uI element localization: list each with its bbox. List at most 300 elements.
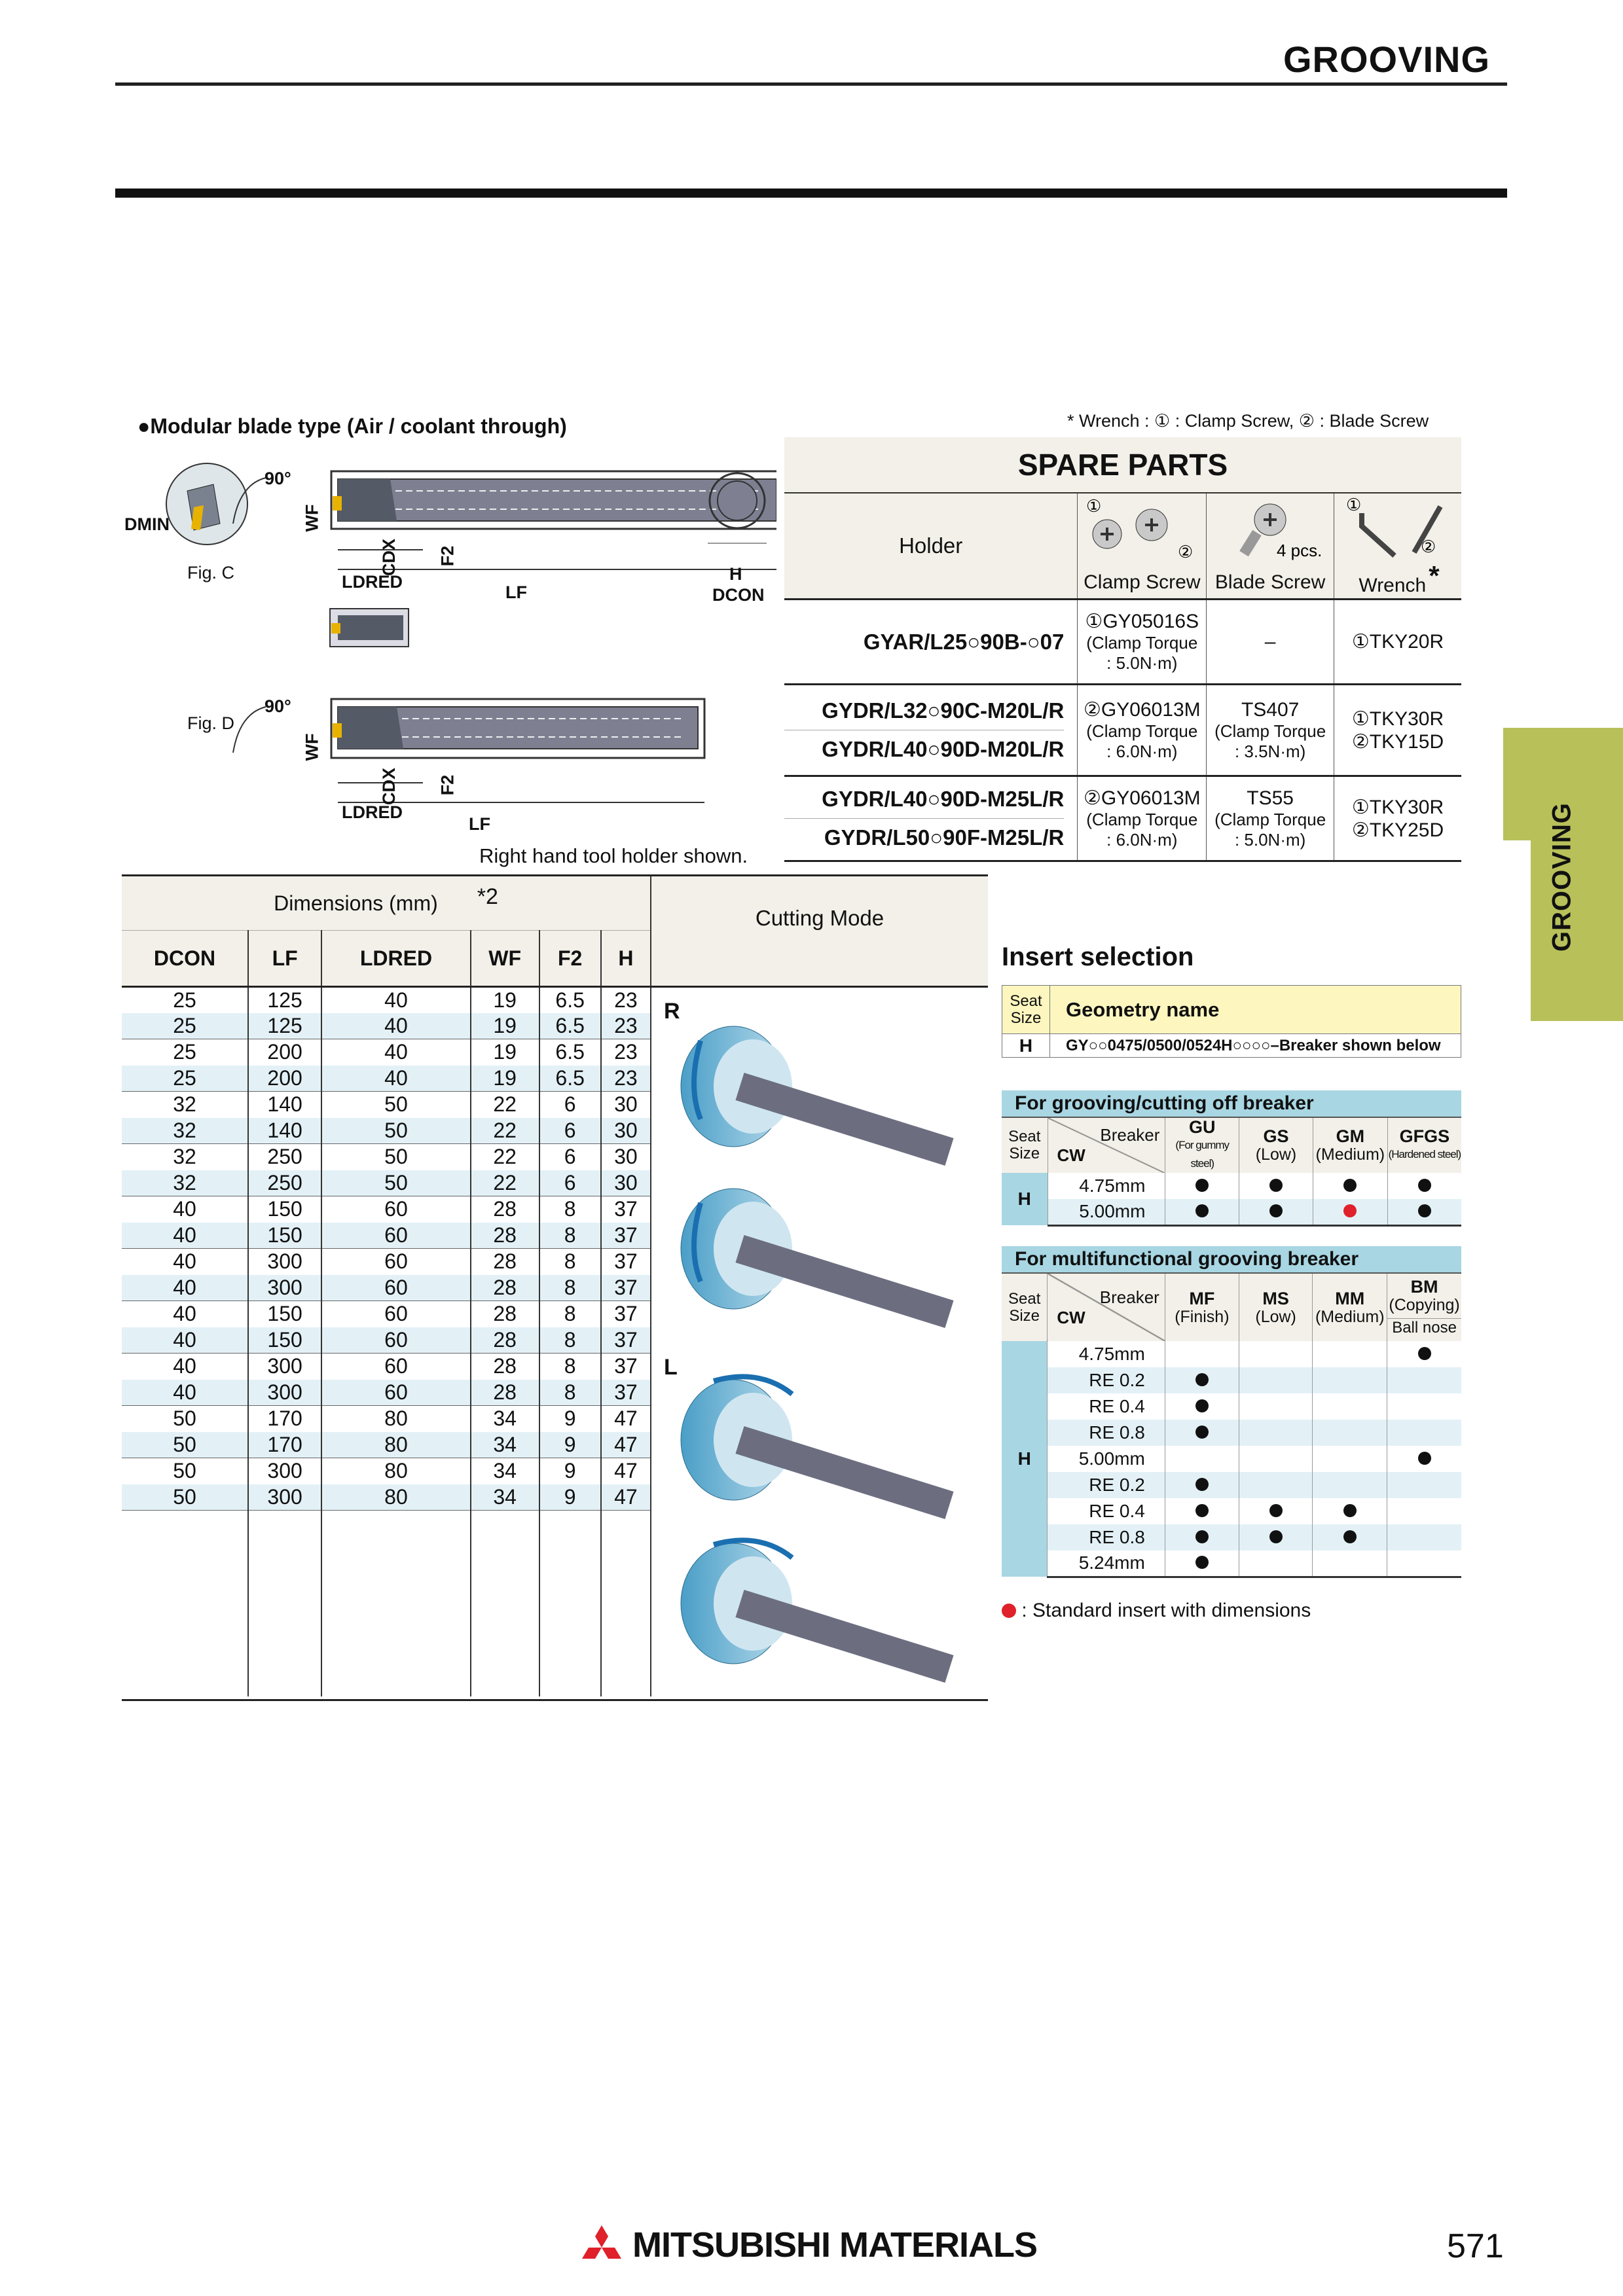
mark-cell: [1313, 1341, 1387, 1367]
black-dot-icon: [1195, 1179, 1209, 1192]
grooving-caption: For grooving/cutting off breaker: [1002, 1090, 1461, 1117]
cutting-mode-illustrations: [674, 1014, 982, 1695]
dim-cell: 25: [122, 1039, 248, 1066]
dim-cell: 25: [122, 1013, 248, 1039]
mark-cell: [1165, 1446, 1239, 1472]
breaker-row: [1002, 1446, 1461, 1472]
h-label: H: [729, 564, 742, 584]
dim-col-header: LF: [248, 931, 321, 987]
lf-label-c: LF: [505, 583, 527, 602]
dim-cell: 60: [321, 1301, 470, 1327]
breaker-row: [1002, 1420, 1461, 1446]
dim-cell: 40: [122, 1380, 248, 1406]
dim-cell: 22: [471, 1092, 539, 1118]
mark-cell: [1387, 1420, 1461, 1446]
mode-r-1: [681, 1026, 949, 1152]
side-tab-label: GROOVING: [1547, 802, 1577, 952]
dim-col-header: LDRED: [321, 931, 470, 987]
mitsubishi-logo-icon: [580, 2224, 623, 2261]
dim-cell: 80: [321, 1458, 470, 1484]
mark-cell: [1387, 1173, 1461, 1199]
dimensions-bottom-rule: [122, 1699, 988, 1701]
mark-cell: [1313, 1446, 1387, 1472]
dim-cell: 300: [248, 1380, 321, 1406]
dim-row: [122, 987, 988, 1013]
black-dot-icon: [1418, 1179, 1431, 1192]
dim-cell: 60: [321, 1354, 470, 1380]
dim-cell: 40: [321, 1013, 470, 1039]
breaker-row: [1002, 1472, 1461, 1498]
dim-cell: 250: [248, 1170, 321, 1196]
dim-cell: 9: [539, 1484, 601, 1511]
breaker-col-header: GM (Medium): [1313, 1117, 1387, 1173]
red-dot-icon: [1343, 1204, 1357, 1217]
dim-cell: 40: [122, 1327, 248, 1354]
f2-label-c: F2: [437, 545, 458, 567]
geometry-table: [1002, 985, 1461, 1058]
black-dot-icon: [1269, 1504, 1283, 1517]
dim-cell: 40: [321, 1039, 470, 1066]
cw-cell: RE 0.2: [1048, 1472, 1165, 1498]
dim-cell: 34: [471, 1406, 539, 1432]
legend: : Standard insert with dimensions: [1002, 1600, 1311, 1622]
dim-cell: 300: [248, 1484, 321, 1511]
col-clamp-screw: Clamp Screw: [1078, 567, 1207, 600]
dim-cell: 6.5: [539, 1066, 601, 1092]
mark-cell: [1313, 1367, 1387, 1393]
dim-cell: 34: [471, 1484, 539, 1511]
black-dot-icon: [1343, 1504, 1357, 1517]
dim-cell: 28: [471, 1380, 539, 1406]
black-dot-icon: [1195, 1530, 1209, 1543]
dim-cell: 8: [539, 1249, 601, 1275]
dim-cell: 32: [122, 1170, 248, 1196]
mark-cell: [1313, 1420, 1387, 1446]
breaker-col-header: GFGS (Hardened steel): [1388, 1126, 1461, 1160]
dim-cell: 37: [601, 1380, 651, 1406]
col-wrench: Wrench*: [1334, 567, 1461, 600]
fig-d-label: Fig. D: [187, 713, 235, 733]
seat-size-header: Seat Size: [1002, 1117, 1048, 1173]
mark-cell: [1313, 1199, 1387, 1225]
dim-cell: 28: [471, 1354, 539, 1380]
mark-cell: [1165, 1524, 1239, 1551]
dim-cell: 6: [539, 1144, 601, 1170]
dim-cell: 28: [471, 1327, 539, 1354]
breaker-col-header: BM (Copying) Ball nose: [1387, 1273, 1461, 1341]
top-view-drawing: [330, 609, 409, 647]
dim-cell: 37: [601, 1223, 651, 1249]
black-dot-icon: [1195, 1204, 1209, 1217]
fig-c-drawing: [166, 463, 776, 569]
dim-cell: 28: [471, 1249, 539, 1275]
fig-c-label: Fig. C: [187, 563, 235, 583]
geometry-value: GY○○0475/0500/0524H○○○○–Breaker shown below: [1050, 1034, 1461, 1058]
mark-cell: [1239, 1446, 1312, 1472]
spare-row: [784, 776, 1461, 861]
mark-cell: [1165, 1367, 1239, 1393]
dim-cell: 200: [248, 1066, 321, 1092]
dim-cell: 40: [122, 1196, 248, 1223]
dim-cell: 32: [122, 1144, 248, 1170]
dim-cell: 22: [471, 1118, 539, 1144]
blade-screw-icon: [1211, 493, 1329, 562]
dim-cell: 37: [601, 1275, 651, 1301]
dim-cell: 40: [122, 1301, 248, 1327]
angle-label-c: 90°: [264, 469, 291, 488]
geometry-name-header: Geometry name: [1050, 986, 1461, 1034]
dim-col-header: DCON: [122, 931, 248, 987]
mark-cell: [1165, 1341, 1239, 1367]
dim-cell: 60: [321, 1196, 470, 1223]
mark-cell: [1165, 1173, 1239, 1199]
dim-cell: 37: [601, 1196, 651, 1223]
svg-text:①: ①: [1086, 496, 1102, 516]
breaker-cw-header: Breaker CW: [1048, 1117, 1165, 1173]
svg-text:4 pcs.: 4 pcs.: [1277, 541, 1322, 560]
dim-cell: 40: [122, 1275, 248, 1301]
dim-cell: 23: [601, 1066, 651, 1092]
dim-cell: 40: [122, 1249, 248, 1275]
lf-label-d: LF: [469, 814, 490, 834]
svg-text:②: ②: [1421, 537, 1436, 556]
holder-name: GYAR/L25○90B-○07: [784, 600, 1078, 685]
black-dot-icon: [1343, 1179, 1357, 1192]
page-number: 571: [1447, 2227, 1504, 2265]
dim-cell: 170: [248, 1432, 321, 1458]
dim-cell: 50: [122, 1458, 248, 1484]
cdx-label-d: CDX: [379, 767, 399, 806]
dim-cell: 9: [539, 1432, 601, 1458]
dim-cell: 8: [539, 1327, 601, 1354]
cw-cell: RE 0.2: [1048, 1367, 1165, 1393]
dim-cell: 80: [321, 1432, 470, 1458]
dim-cell: 50: [321, 1170, 470, 1196]
dim-cell: 34: [471, 1458, 539, 1484]
dim-cell: 140: [248, 1092, 321, 1118]
dim-col-header: WF: [471, 931, 539, 987]
black-dot-icon: [1269, 1530, 1283, 1543]
dim-cell: 300: [248, 1458, 321, 1484]
mark-cell: [1387, 1498, 1461, 1524]
dim-cell: 37: [601, 1249, 651, 1275]
mode-l-1: [681, 1376, 949, 1505]
dim-col-header: F2: [539, 931, 601, 987]
wrench-icon-cell: [1334, 493, 1461, 567]
dim-cell: 50: [321, 1092, 470, 1118]
wrench-icon: [1336, 493, 1460, 562]
breaker-row: [1002, 1367, 1461, 1393]
dim-cell: 50: [321, 1118, 470, 1144]
dim-cell: 9: [539, 1458, 601, 1484]
dim-cell: 300: [248, 1354, 321, 1380]
mark-cell: [1165, 1199, 1239, 1225]
dim-cell: 6: [539, 1118, 601, 1144]
clamp-screw-cell: ①GY05016S (Clamp Torque : 5.0N·m): [1078, 600, 1207, 685]
mark-cell: [1313, 1524, 1387, 1551]
cutting-mode-header: Cutting Mode: [651, 876, 988, 987]
spare-row: [784, 685, 1461, 776]
dim-cell: 34: [471, 1432, 539, 1458]
cw-cell: 4.75mm: [1048, 1341, 1165, 1367]
mark-cell: [1239, 1420, 1312, 1446]
mode-r-label: R: [664, 999, 680, 1024]
cw-cell: 5.00mm: [1048, 1446, 1165, 1472]
mark-cell: [1239, 1472, 1312, 1498]
dim-cell: 6.5: [539, 1013, 601, 1039]
black-dot-icon: [1195, 1504, 1209, 1517]
mark-cell: [1387, 1199, 1461, 1225]
wf-label-d: WF: [302, 733, 322, 761]
clamp-screw-icon-cell: [1078, 493, 1207, 567]
dim-cell: 170: [248, 1406, 321, 1432]
breaker-row: [1002, 1341, 1461, 1367]
wf-label-c: WF: [302, 504, 322, 532]
dim-cell: 40: [321, 1066, 470, 1092]
mark-cell: [1313, 1173, 1387, 1199]
dim-cell: 8: [539, 1380, 601, 1406]
breaker-row: [1002, 1551, 1461, 1577]
svg-text:①: ①: [1346, 495, 1362, 514]
dim-cell: 23: [601, 1039, 651, 1066]
dim-cell: 23: [601, 987, 651, 1013]
cw-cell: RE 0.4: [1048, 1393, 1165, 1420]
wrench-cell: ①TKY30R ②TKY25D: [1334, 776, 1461, 861]
dimensions-title: Dimensions (mm) *2: [122, 876, 651, 931]
dim-cell: 50: [122, 1406, 248, 1432]
dim-cell: 6: [539, 1170, 601, 1196]
mark-cell: [1239, 1393, 1312, 1420]
cw-cell: 5.00mm: [1048, 1199, 1165, 1225]
mark-cell: [1387, 1551, 1461, 1577]
clamp-screw-cell: ②GY06013M (Clamp Torque : 6.0N·m): [1078, 776, 1207, 861]
dim-cell: 47: [601, 1484, 651, 1511]
mark-cell: [1387, 1393, 1461, 1420]
spare-row: [784, 600, 1461, 685]
dim-cell: 47: [601, 1458, 651, 1484]
black-dot-icon: [1418, 1347, 1431, 1360]
cw-cell: 4.75mm: [1048, 1173, 1165, 1199]
wrench-cell: ①TKY30R ②TKY15D: [1334, 685, 1461, 776]
dim-cell: 37: [601, 1301, 651, 1327]
dim-cell: 140: [248, 1118, 321, 1144]
breaker-row: [1002, 1173, 1461, 1199]
multi-caption: For multifunctional grooving breaker: [1002, 1246, 1461, 1273]
dim-cell: 80: [321, 1406, 470, 1432]
mark-cell: [1313, 1498, 1387, 1524]
dim-cell: 250: [248, 1144, 321, 1170]
breaker-row: [1002, 1199, 1461, 1225]
dim-cell: 125: [248, 1013, 321, 1039]
mark-cell: [1165, 1551, 1239, 1577]
dim-cell: 8: [539, 1196, 601, 1223]
mark-cell: [1239, 1341, 1312, 1367]
breaker-col-header: MM (Medium): [1313, 1273, 1387, 1341]
mark-cell: [1165, 1393, 1239, 1420]
insert-selection-title: Insert selection: [1002, 942, 1194, 971]
dim-cell: 200: [248, 1039, 321, 1066]
cdx-label-c: CDX: [379, 538, 399, 577]
breaker-col-header: GS (Low): [1239, 1117, 1313, 1173]
black-dot-icon: [1195, 1426, 1209, 1439]
mode-r-2: [681, 1189, 949, 1314]
blade-screw-cell: TS55 (Clamp Torque : 5.0N·m): [1207, 776, 1334, 861]
dim-cell: 6.5: [539, 1039, 601, 1066]
mark-cell: [1313, 1393, 1387, 1420]
dim-cell: 30: [601, 1144, 651, 1170]
dim-cell: 28: [471, 1301, 539, 1327]
dim-cell: 60: [321, 1275, 470, 1301]
seat-size-header: Seat Size: [1002, 986, 1050, 1034]
breaker-row: [1002, 1524, 1461, 1551]
dim-cell: 60: [321, 1223, 470, 1249]
breaker-cw-header: Breaker CW: [1048, 1273, 1165, 1341]
mark-cell: [1165, 1498, 1239, 1524]
breaker-row: [1002, 1393, 1461, 1420]
black-dot-icon: [1343, 1530, 1357, 1543]
dim-cell: 22: [471, 1144, 539, 1170]
wrench-note: * Wrench : ① : Clamp Screw, ② : Blade Screw: [1067, 411, 1429, 431]
dim-cell: 150: [248, 1196, 321, 1223]
dim-cell: 40: [122, 1223, 248, 1249]
mark-cell: [1239, 1524, 1312, 1551]
dim-cell: 150: [248, 1301, 321, 1327]
dim-cell: 150: [248, 1223, 321, 1249]
black-dot-icon: [1195, 1399, 1209, 1412]
black-dot-icon: [1195, 1556, 1209, 1569]
dim-cell: 28: [471, 1223, 539, 1249]
angle-label-d: 90°: [264, 696, 291, 716]
mark-cell: [1387, 1472, 1461, 1498]
blade-screw-cell: –: [1207, 600, 1334, 685]
mode-l-label: L: [664, 1355, 678, 1380]
dim-cell: 8: [539, 1301, 601, 1327]
mark-cell: [1239, 1551, 1312, 1577]
page-title: GROOVING: [1283, 39, 1491, 80]
red-dot-icon: [1002, 1604, 1016, 1618]
dim-cell: 300: [248, 1275, 321, 1301]
blade-screw-icon-cell: [1207, 493, 1334, 567]
ldred-label-d: LDRED: [342, 802, 403, 822]
dim-cell: 50: [122, 1432, 248, 1458]
dim-cell: 47: [601, 1432, 651, 1458]
header-rule: [115, 82, 1507, 86]
dim-cell: 30: [601, 1092, 651, 1118]
black-dot-icon: [1269, 1179, 1283, 1192]
holder-name: GYDR/L40○90D-M25L/R GYDR/L50○90F-M25L/R: [784, 776, 1078, 861]
black-dot-icon: [1195, 1373, 1209, 1386]
blade-screw-cell: TS407 (Clamp Torque : 3.5N·m): [1207, 685, 1334, 776]
cw-cell: RE 0.4: [1048, 1498, 1165, 1524]
dim-cell: 150: [248, 1327, 321, 1354]
col-blade-screw: Blade Screw: [1207, 567, 1334, 600]
dim-cell: 37: [601, 1327, 651, 1354]
mark-cell: [1313, 1472, 1387, 1498]
dim-cell: 30: [601, 1170, 651, 1196]
dim-cell: 300: [248, 1249, 321, 1275]
black-dot-icon: [1418, 1452, 1431, 1465]
holder-drawings: [122, 445, 776, 864]
dim-cell: 80: [321, 1484, 470, 1511]
dim-cell: 125: [248, 987, 321, 1013]
holder-header: Holder: [784, 493, 1078, 600]
mark-cell: [1313, 1551, 1387, 1577]
footer-brand: MITSUBISHI MATERIALS: [580, 2224, 1037, 2265]
wrench-cell: ①TKY20R: [1334, 600, 1461, 685]
dim-cell: 9: [539, 1406, 601, 1432]
multi-breaker-table: [1002, 1246, 1461, 1578]
seat-h: H: [1002, 1034, 1050, 1058]
svg-text:②: ②: [1178, 542, 1194, 562]
header-thick-rule: [115, 188, 1507, 198]
dim-cell: 60: [321, 1327, 470, 1354]
dim-col-header: H: [601, 931, 651, 987]
dim-cell: 60: [321, 1380, 470, 1406]
dim-cell: 40: [122, 1354, 248, 1380]
ldred-label-c: LDRED: [342, 572, 403, 592]
dim-cell: 60: [321, 1249, 470, 1275]
mode-l-2: [681, 1540, 949, 1669]
dim-cell: 22: [471, 1170, 539, 1196]
dim-cell: 30: [601, 1118, 651, 1144]
dim-cell: 6: [539, 1092, 601, 1118]
dim-cell: 19: [471, 987, 539, 1013]
dim-cell: 47: [601, 1406, 651, 1432]
dim-cell: 8: [539, 1223, 601, 1249]
dim-cell: 19: [471, 1066, 539, 1092]
breaker-row: [1002, 1498, 1461, 1524]
dim-cell: 28: [471, 1275, 539, 1301]
breaker-col-header: MF (Finish): [1165, 1273, 1239, 1341]
seat-h: H: [1002, 1173, 1048, 1225]
cw-cell: RE 0.8: [1048, 1524, 1165, 1551]
right-hand-note: Right hand tool holder shown.: [479, 844, 748, 867]
dim-cell: 40: [321, 987, 470, 1013]
mark-cell: [1387, 1524, 1461, 1551]
dim-cell: 50: [122, 1484, 248, 1511]
mark-cell: [1387, 1341, 1461, 1367]
seat-h: H: [1002, 1341, 1048, 1577]
dmin-label: DMIN: [124, 514, 170, 534]
clamp-screw-cell: ②GY06013M (Clamp Torque : 6.0N·m): [1078, 685, 1207, 776]
seat-size-header: Seat Size: [1002, 1273, 1048, 1341]
dim-cell: 8: [539, 1354, 601, 1380]
mark-cell: [1165, 1472, 1239, 1498]
dim-cell: 23: [601, 1013, 651, 1039]
dim-cell: 25: [122, 1066, 248, 1092]
mark-cell: [1239, 1199, 1313, 1225]
grooving-breaker-table: [1002, 1090, 1461, 1227]
section-title: ●Modular blade type (Air / coolant through): [137, 414, 567, 438]
cw-cell: 5.24mm: [1048, 1551, 1165, 1577]
clamp-screw-icon: [1080, 493, 1204, 562]
mark-cell: [1387, 1367, 1461, 1393]
mark-cell: [1239, 1173, 1313, 1199]
dim-cell: 32: [122, 1118, 248, 1144]
mark-cell: [1165, 1420, 1239, 1446]
black-dot-icon: [1195, 1478, 1209, 1491]
dim-cell: 37: [601, 1354, 651, 1380]
dcon-label: DCON: [712, 585, 765, 605]
holder-name: GYDR/L32○90C-M20L/R GYDR/L40○90D-M20L/R: [784, 685, 1078, 776]
dim-cell: 8: [539, 1275, 601, 1301]
dim-cell: 6.5: [539, 987, 601, 1013]
dim-cell: 19: [471, 1039, 539, 1066]
f2-label-d: F2: [437, 774, 458, 796]
black-dot-icon: [1269, 1204, 1283, 1217]
cw-cell: RE 0.8: [1048, 1420, 1165, 1446]
breaker-col-header: MS (Low): [1239, 1273, 1312, 1341]
